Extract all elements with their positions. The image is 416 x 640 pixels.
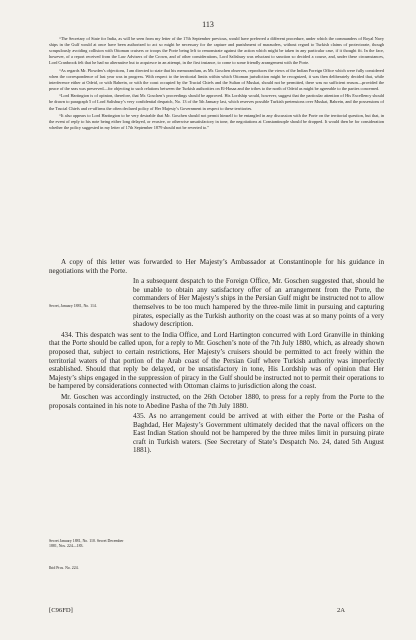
footer-print-code: [C96FD] bbox=[49, 607, 73, 614]
quote-paragraph: “As regards Mr. Plowden’s objections, I am directed to state that his memorandum, as Mr. Goschen observes, reproduces the views of the Indian Foreign Office which were fully considered when the correspondence of last year was in progress. With respect to the territorial limits within which Ottoman jurisdiction might be recognized, it was then deliberately decided that, while interference either at Odeid, or with Bahrein, or with the coast occupied by the Trucial Chiefs and the Sultan of Muskat, should not be permitted, there was no sufficient reason—provided the peace of the seas was preserved—for objecting to such relations between the Turkish authorities on El-Hasaa and the tribes to the north of Odeid as might be agreeable to the parties concerned. bbox=[49, 67, 384, 91]
quoted-letter bbox=[49, 36, 384, 133]
margin-note: Secret, January 1881, No. 114. bbox=[49, 304, 97, 308]
margin-note: Secret January 1881, No. 110. Secret December 1881, Nos. 224—183. bbox=[49, 539, 124, 548]
body-paragraph: 435. As no arrangement could be arrived at with either the Porte or the Pasha of Baghdad, Her Majesty’s Government ultimately decided that the naval officers on the East Indian Station should not be hampered by the three miles limit in pursuing pirate craft in Turkish waters. (See Secretary of State’s Despatch No. 24, dated 5th August 1881). bbox=[133, 412, 384, 455]
page-footer bbox=[49, 607, 345, 614]
page-number: 113 bbox=[202, 20, 214, 29]
body-paragraph: Mr. Goschen was accordingly instructed, on the 26th October 1880, to press for a reply from the Porte to the proposals contained in his note to Abedine Pasha of the 7th July 1880. bbox=[49, 392, 384, 410]
margin-note: Ibid Pros. No. 224. bbox=[49, 566, 79, 570]
footer-signature: 2A bbox=[336, 607, 345, 614]
body-text bbox=[49, 258, 384, 457]
quote-paragraph: “It also appears to Lord Hartington to be very desirable that Mr. Goschen should not permit himself to be entangled in any discussion with the Porte on the territorial question, but that, in the event of reply to his note being either long delayed, or evasive, or otherwise unsatisfactory in tone, the negotiations at Constantinople should be dropped. It would then be for consideration whether the policy suggested in my letter of 17th September 1879 should not be reverted to.” bbox=[49, 113, 384, 131]
body-paragraph: A copy of this letter was forwarded to Her Majesty’s Ambassador at Constantinople for his guidance in negotiations with the Porte. bbox=[49, 258, 384, 275]
quote-paragraph: “Lord Hartington is of opinion, therefore, that Mr. Goschen’s proceedings should be approved. His Lordship would, however, suggest that the particular attention of His Excellency should be drawn to paragraph 5 of Lord Salisbury’s very confidential despatch, No. 13 of the 5th January last, which reserves possible Turkish pretensions over Muskat, Bahrein, and the possessions of the Trucial Chiefs and re-affirms the often declared policy of Her Majesty’s Government in respect to these territories. bbox=[49, 93, 384, 111]
quote-paragraph: “The Secretary of State for India, as will be seen from my letter of the 17th September previous, would have preferred a different procedure, under which the commanders of Royal Navy ships in the Gulf would at once have been authorized to act so might be necessary for the capture and punishment of marauders, without regard to Turkish claims of protectorate, though scrupulously avoiding collision with Ottoman cruisers or troops the Porte being left to remonstrate against the action which might be taken in any particular case, if it thought fit. In the face, however, of a report received from the Law Advisers of the Crown, and of other considerations, Lord Salisbury was reluctant to sanction so decided a course, and, under these circumstances, Lord Cranbrook felt that he had no alternative but to acquiesce in an attempt, in the first instance, to come to some friendly arrangement with the Porte. bbox=[49, 36, 384, 66]
body-paragraph: 434. This despatch was sent to the India Office, and Lord Hartington concurred with Lord Granville in thinking that the Porte should be called upon, for a reply to Mr. Goschen’s note of the 7th July 1880, which, as already shown proposed that, subject to certain restrictions, Her Majesty’s cruisers should be permitted to act freely within the territorial waters of that portion of the Arab coast of the Persian Gulf where Turkish authority was imperfectly established. Should that reply be delayed, or be unsatisfactory in tone, His Lordship was of opinion that Her Majesty’s ships engaged in the suppression of piracy in the Gulf should be instructed not to permit their operations to be hampered by considerations connected with Ottoman claims to jurisdiction along the coast. bbox=[49, 330, 384, 391]
body-paragraph: In a subsequent despatch to the Foreign Office, Mr. Goschen suggested that, should he be unable to obtain any satisfactory offer of an arrangement from the Porte, the commanders of Her Majesty’s ships in the Persian Gulf might be instructed not to allow themselves to be too much hampered by the three-mile limit in pursuing and capturing pirates, especially as the Turkish authority on the coast was at so many points of a very shadowy description. bbox=[133, 277, 384, 329]
